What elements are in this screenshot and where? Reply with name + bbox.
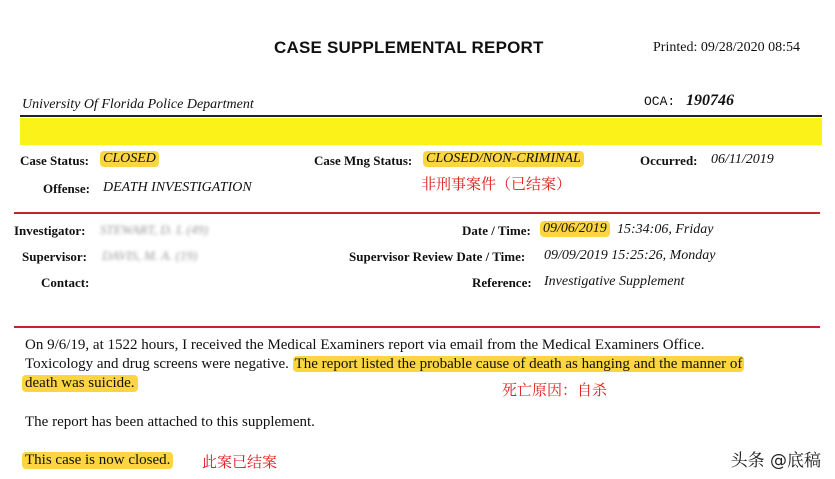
investigator-label: Investigator: [14, 223, 86, 238]
watermark: 头条 @底稿 [730, 451, 821, 471]
narrative-line-2-plain: Toxicology and drug screens were negative. [25, 356, 293, 372]
contact-label: Contact: [41, 275, 90, 290]
case-mng-status-label: Case Mng Status: [314, 153, 413, 168]
header-rule [20, 115, 822, 117]
offense-value: DEATH INVESTIGATION [103, 180, 252, 195]
supervisor-label: Supervisor: [22, 249, 87, 264]
supervisor-value: DAVIS, M. A. (19) [102, 248, 198, 263]
highlight-band [20, 118, 822, 145]
narrative-line-2 [25, 356, 744, 373]
case-mng-annotation: 非刑事案件（已结案） [421, 175, 572, 193]
case-mng-status-value: CLOSED/NON-CRIMINAL [423, 151, 584, 167]
closed-annotation: 此案已结案 [202, 453, 278, 471]
section-rule-1 [14, 212, 820, 214]
occurred-label: Occurred: [640, 153, 698, 168]
investigator-value: STEWART, D. L (49) [100, 222, 209, 237]
date-time-label: Date / Time: [462, 223, 531, 238]
time-value: 15:34:06, Friday [617, 222, 714, 237]
offense-label: Offense: [43, 181, 90, 196]
section-rule-2 [14, 326, 820, 328]
reference-label: Reference: [472, 275, 532, 290]
oca-number: 190746 [686, 92, 734, 109]
date-value: 09/06/2019 [540, 221, 610, 237]
narrative-line-1: On 9/6/19, at 1522 hours, I received the Medical Examiners report via email from the Medical Examiners Office. [25, 337, 705, 353]
report-title: CASE SUPPLEMENTAL REPORT [274, 38, 544, 57]
department-name: University Of Florida Police Department [22, 97, 254, 112]
case-status-label: Case Status: [20, 153, 89, 168]
manner-of-death-highlight: death was suicide. [22, 375, 138, 392]
reference-value: Investigative Supplement [544, 274, 685, 289]
supervisor-review-value: 09/09/2019 15:25:26, Monday [544, 248, 716, 263]
oca-label: OCA: [644, 94, 676, 109]
case-closed-highlight: This case is now closed. [22, 452, 173, 469]
cause-of-death-highlight: The report listed the probable cause of death as hanging and the manner of [294, 356, 743, 372]
case-status-value: CLOSED [100, 151, 159, 167]
cause-annotation: 死亡原因：自杀 [502, 381, 608, 399]
printed-timestamp: Printed: 09/28/2020 08:54 [653, 40, 800, 55]
supervisor-review-label: Supervisor Review Date / Time: [349, 249, 526, 264]
occurred-value: 06/11/2019 [711, 152, 774, 167]
narrative-attached: The report has been attached to this supplement. [25, 414, 315, 430]
